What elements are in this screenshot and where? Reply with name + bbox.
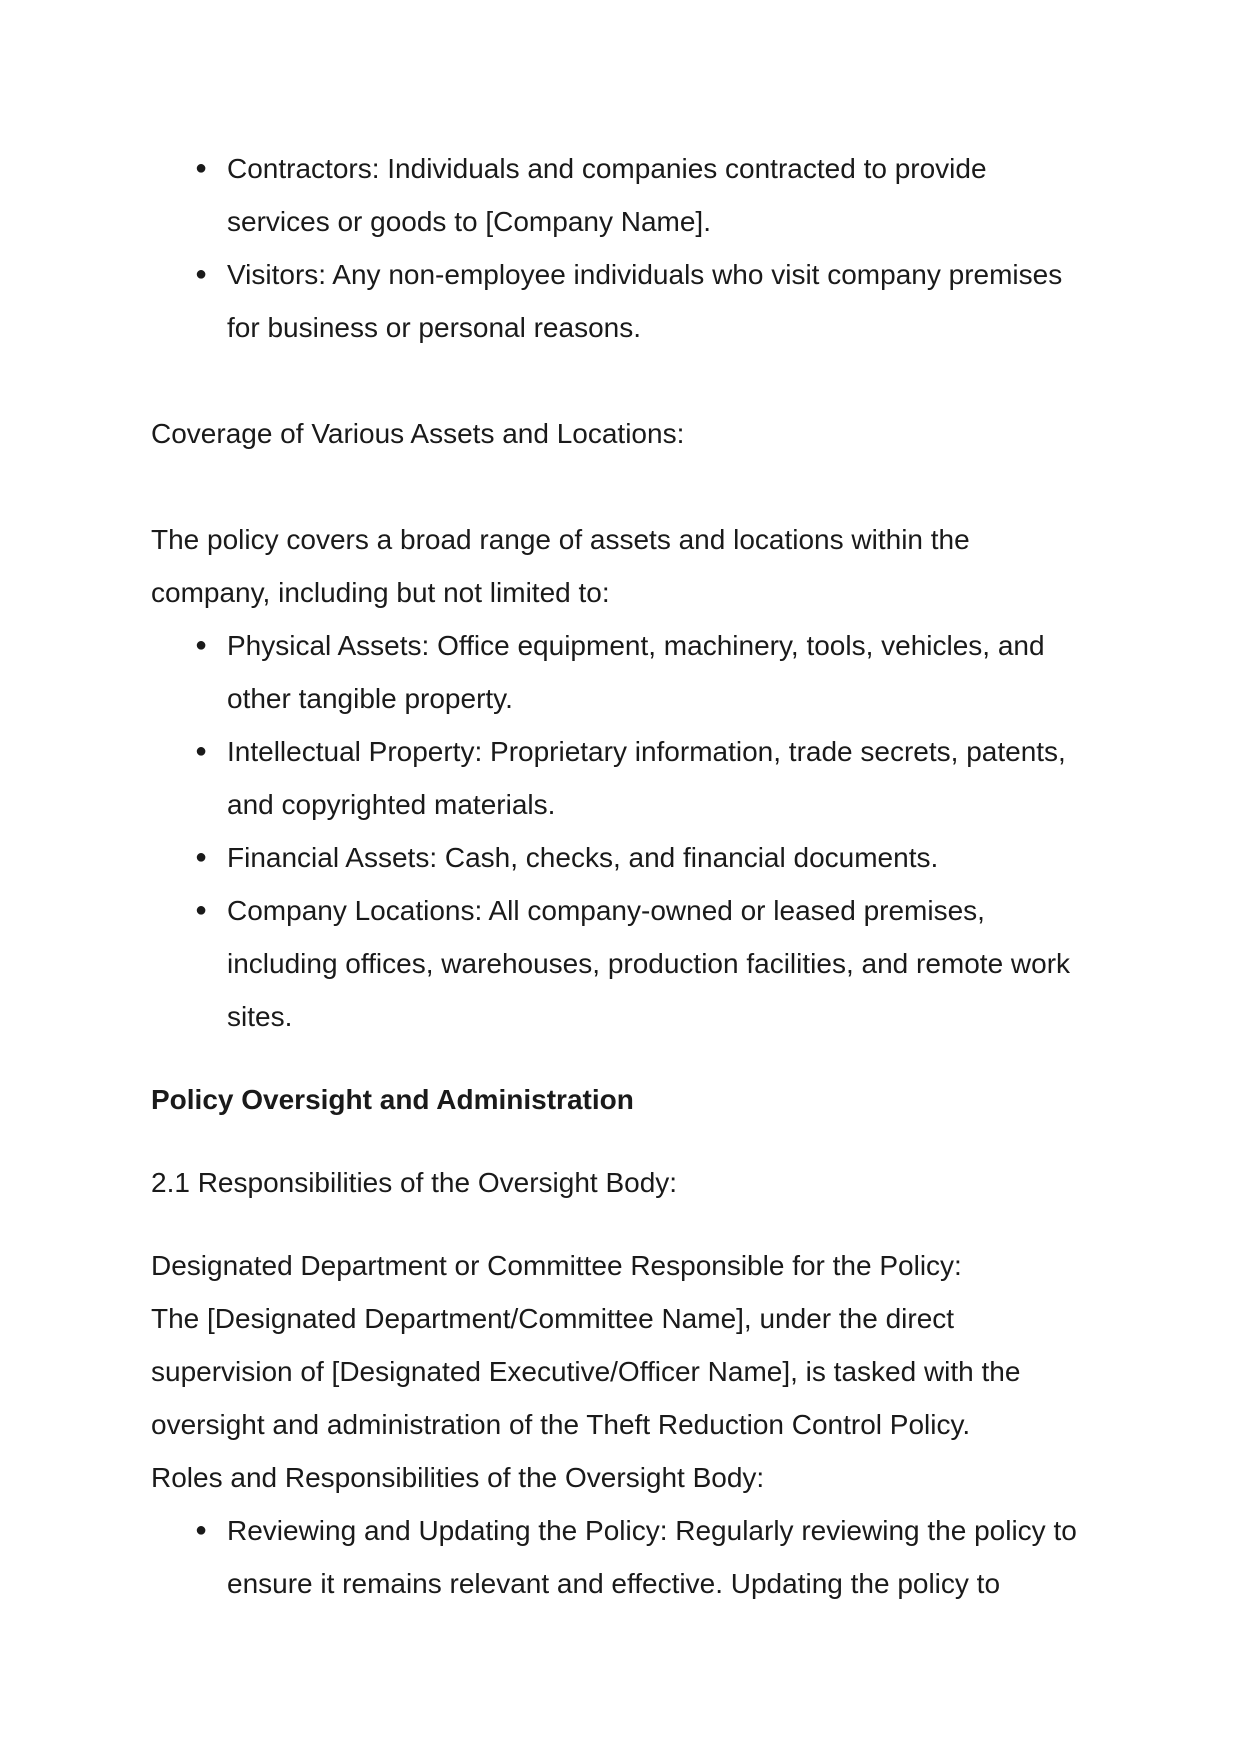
list-item	[151, 142, 1091, 248]
spacer	[151, 460, 1091, 513]
document-content	[151, 142, 1091, 1610]
list-item	[151, 619, 1091, 725]
list-item	[151, 725, 1091, 831]
asset-list	[151, 619, 1091, 1043]
list-item-text: Physical Assets: Office equipment, machinery, tools, vehicles, and other tangible property.	[227, 630, 1045, 714]
list-item	[151, 248, 1091, 354]
bullet-icon: ●	[194, 899, 208, 921]
list-item-text: Reviewing and Updating the Policy: Regularly reviewing the policy to ensure it remains relevant and effective. Updating the policy to	[227, 1515, 1077, 1599]
bullet-icon: ●	[194, 1519, 208, 1541]
bullet-icon: ●	[194, 157, 208, 179]
list-item	[151, 831, 1091, 884]
bullet-icon: ●	[194, 634, 208, 656]
list-item-text: Intellectual Property: Proprietary information, trade secrets, patents, and copyrighted materials.	[227, 736, 1066, 820]
designated-text: The [Designated Department/Committee Name], under the direct supervision of [Designated Executive/Officer Name], is tasked with the oversight and administration of the Theft Reduction Control Policy.	[151, 1303, 1021, 1440]
spacer	[151, 1209, 1091, 1239]
list-item-text: Visitors: Any non-employee individuals who visit company premises for business or personal reasons.	[227, 259, 1063, 343]
bullet-icon: ●	[194, 740, 208, 762]
bullet-icon: ●	[194, 263, 208, 285]
spacer	[151, 354, 1091, 407]
subsection-heading: 2.1 Responsibilities of the Oversight Body:	[151, 1167, 678, 1198]
designated-label: Designated Department or Committee Responsible for the Policy:	[151, 1250, 962, 1281]
spacer	[151, 1043, 1091, 1073]
list-item-text: Company Locations: All company-owned or leased premises, including offices, warehouses, production facilities, and remote work sites.	[227, 895, 1071, 1032]
list-item-text: Contractors: Individuals and companies contracted to provide services or goods to [Company Name].	[227, 153, 987, 237]
list-item-text: Financial Assets: Cash, checks, and financial documents.	[227, 842, 939, 873]
roles-list	[151, 1504, 1091, 1610]
coverage-intro: The policy covers a broad range of assets and locations within the company, including but not limited to:	[151, 524, 970, 608]
bullet-icon: ●	[194, 846, 208, 868]
list-item	[151, 1504, 1091, 1610]
coverage-heading: Coverage of Various Assets and Locations:	[151, 418, 685, 449]
section-heading: Policy Oversight and Administration	[151, 1084, 634, 1115]
list-item	[151, 884, 1091, 1043]
scope-list	[151, 142, 1091, 354]
roles-label: Roles and Responsibilities of the Oversight Body:	[151, 1462, 765, 1493]
spacer	[151, 1126, 1091, 1156]
